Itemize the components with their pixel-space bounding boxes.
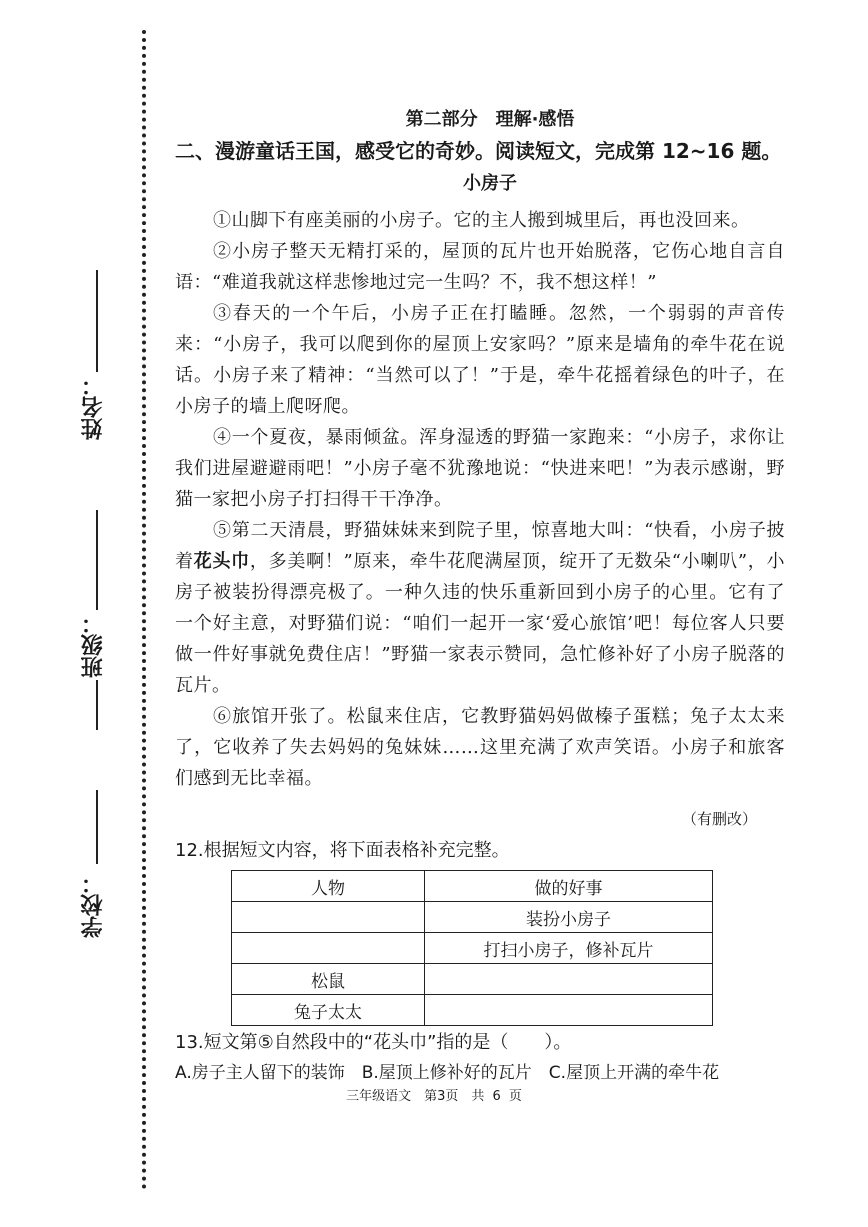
table-header-row (232, 871, 713, 902)
school-underline (96, 790, 98, 864)
story-paragraph-4: ④一个夏夜，暴雨倾盆。浑身湿透的野猫一家跑来：“小房子，求你让我们进屋避避雨吧！”小房子毫不犹豫地说：“快进来吧！”为表示感谢，野猫一家把小房子打扫得干干净净。 (175, 427, 785, 510)
source-note: （有删改） (681, 810, 757, 828)
binding-dotted-line (142, 30, 146, 1190)
name-field[interactable] (78, 270, 118, 440)
story-title: 小房子 (463, 173, 517, 194)
question-12: 12.根据短文内容，将下面表格补充完整。 (175, 840, 510, 861)
header-character: 人物 (232, 871, 425, 902)
school-label: 学校： (81, 872, 106, 938)
name-underline (96, 270, 98, 372)
part-title: 第二部分 理解·感悟 (405, 109, 575, 130)
table-cell: 松鼠 (232, 964, 425, 995)
table-cell: 打扫小房子，修补瓦片 (425, 933, 713, 964)
class-underline-bottom (96, 680, 98, 730)
table-cell-blank[interactable] (425, 964, 713, 995)
page-footer: 三年级语文 第3页 共 6 页 (346, 1089, 522, 1104)
class-label: 班级： (81, 612, 106, 678)
story-paragraph-1: ①山脚下有座美丽的小房子。它的主人搬到城里后，再也没回来。 (213, 210, 750, 231)
table-cell: 兔子太太 (232, 995, 425, 1026)
class-underline-top (96, 510, 98, 610)
table-row (232, 995, 713, 1026)
table-cell-blank[interactable] (232, 933, 425, 964)
story-paragraph-2: ②小房子整天无精打采的，屋顶的瓦片也开始脱落，它伤心地自言自语：“难道我就这样悲惨地过完一生吗？不，我不想这样！” (175, 241, 785, 293)
school-field[interactable] (78, 790, 118, 960)
section-title: 二、漫游童话王国，感受它的奇妙。阅读短文，完成第 12~16 题。 (175, 139, 782, 163)
para5-part-a: ⑤第二天清晨，野猫妹妹来到院子里，惊喜地大叫：“快看，小房子披着 (175, 520, 785, 572)
page-content (175, 105, 785, 1088)
table-cell-blank[interactable] (425, 995, 713, 1026)
table-cell-blank[interactable] (232, 902, 425, 933)
story-paragraph-3: ③春天的一个午后，小房子正在打瞌睡。忽然，一个弱弱的声音传来：“小房子，我可以爬到你的屋顶上安家吗？”原来是墙角的牵牛花在说话。小房子来了精神：“当然可以了！”于是，牵牛花摇着绿色的叶子，在小房子的墙上爬呀爬。 (175, 303, 785, 417)
table-row (232, 933, 713, 964)
story-paragraph-6: ⑥旅馆开张了。松鼠来住店，它教野猫妈妈做榛子蛋糕；兔子太太来了，它收养了失去妈妈的兔妹妹……这里充满了欢声笑语。小房子和旅客们感到无比幸福。 (175, 706, 785, 789)
question-13: 13.短文第⑤自然段中的“花头巾”指的是（ ）。 (175, 1032, 572, 1053)
story-paragraph-5 (175, 515, 785, 701)
question-13-options: A.房子主人留下的装饰 B.屋顶上修补好的瓦片 C.屋顶上开满的牵牛花 (175, 1063, 720, 1083)
header-good-deed: 做的好事 (425, 871, 713, 902)
table-row (232, 902, 713, 933)
flower-headscarf-term: 花头巾 (193, 551, 250, 572)
class-field[interactable] (78, 510, 118, 730)
table-cell: 装扮小房子 (425, 902, 713, 933)
table-row (232, 964, 713, 995)
para5-part-b: ，多美啊！”原来，牵牛花爬满屋顶，绽开了无数朵“小喇叭”，小房子被装扮得漂亮极了。一种久违的快乐重新回到小房子的心里。它有了一个好主意，对野猫们说：“咱们一起开一家‘爱心旅馆’吧！每位客人只要做一件好事就免费住店！”野猫一家表示赞同，急忙修补好了小房子脱落的瓦片。 (175, 551, 786, 696)
name-label: 姓名： (81, 374, 106, 440)
answer-table (231, 870, 713, 1026)
